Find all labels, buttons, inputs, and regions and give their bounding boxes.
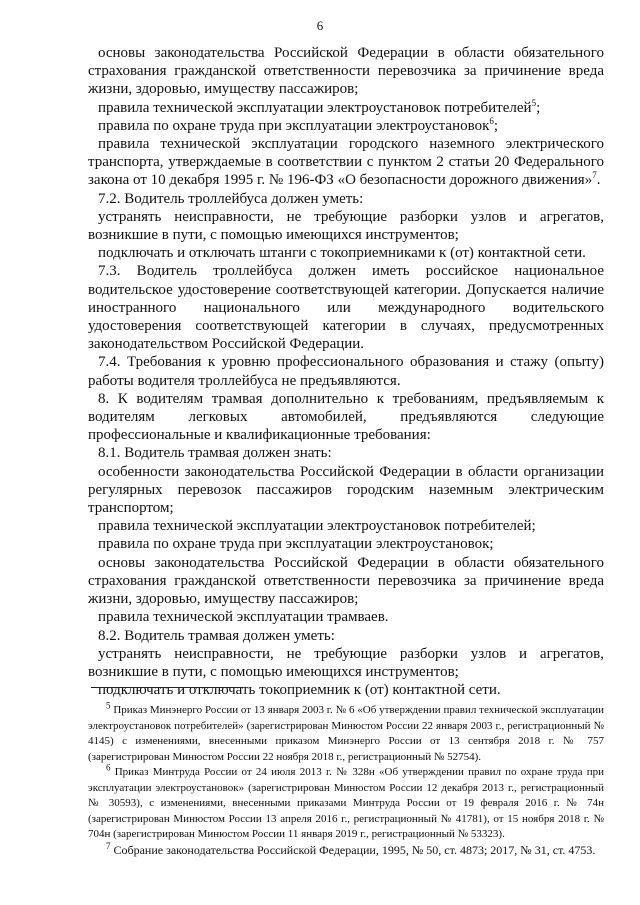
footnote: $^6$ Приказ Минтруда России от 24 июля 2013 г. № 328н «Об утверждении правил по охране труда при эксплуатации электроустановок» (зарегистрирован Минюстом России 12 декабря 2013 г., регистрационный № 30593), с изменениями, внесенными приказами Минтруда России от 19 февраля 2016 г. № 74н (зарегистрирован Минюстом России 13 апреля 2016 г., регистрационный № 41781), от 15 ноября 2018 г. № 704н (зарегистрирован Минюстом России 11 января 2019 г., регистрационный № 53323).: [88, 762, 604, 840]
paragraph: 7.2. Водитель троллейбуса должен уметь:: [98, 190, 364, 207]
footnote: $^5$ Приказ Минэнерго России от 13 января 2003 г. № 6 «Об утверждении правил технической эксплуатации электроустановок потребителей» (зарегистрирован Минюстом России 22 января 2003 г., регистрационный № 4145) с изменениями, внесенными приказом Минэнерго России от 13 сентября 2018 г. № 757 (зарегистрирован Минюстом России 22 ноября 2018 г., регистрационный № 52754).: [88, 700, 604, 763]
footnote-ref: 5: [531, 97, 537, 108]
footnote-number: 6: [106, 762, 111, 773]
footnote-ref: 7: [592, 170, 597, 181]
paragraph: 8.2. Водитель трамвая должен уметь:: [98, 627, 335, 644]
page-number: 6: [316, 18, 324, 33]
paragraph: правила по охране труда при эксплуатации электроустановок;: [98, 536, 494, 553]
paragraph: 7.3. Водитель троллейбуса должен иметь российское национальное водительское удостоверение соответствующей категории. Допускается наличие иностранного национального или международного водительского удостоверения соответствующей категории в случаях, предусмотренных законодательством Российской Федерации.: [88, 263, 604, 353]
paragraph: основы законодательства Российской Федерации в области обязательного страхования гражданской ответственности перевозчика за причинение вреда жизни, здоровью, имуществу пассажиров;: [88, 554, 604, 608]
footnote-ref: 6: [489, 115, 494, 126]
footnotes: [88, 700, 604, 858]
paragraph: устранять неисправности, не требующие разборки узлов и агрегатов, возникшие в пути, с помощью имеющихся инструментов;: [88, 645, 604, 680]
body-text: [88, 44, 604, 699]
footnote-number: 5: [106, 700, 111, 711]
footnote-number: 7: [106, 840, 111, 851]
paragraph: подключать и отключать токоприемник к (от) контактной сети.: [98, 682, 501, 699]
paragraph: 8.1. Водитель трамвая должен знать:: [98, 445, 332, 462]
paragraph: правила по охране труда при эксплуатации электроустановок$^6$;: [98, 115, 499, 134]
paragraph: правила технической эксплуатации электроустановок потребителей$^5$;: [98, 97, 541, 116]
paragraph: 7.4. Требования к уровню профессионального образования и стажу (опыту) работы водителя троллейбуса не предъявляются.: [88, 354, 604, 389]
paragraph: подключать и отключать штанги с токоприемниками к (от) контактной сети.: [98, 245, 586, 262]
paragraph: правила технической эксплуатации электроустановок потребителей;: [98, 518, 536, 535]
paragraph: правила технической эксплуатации трамваев.: [98, 609, 389, 626]
footnote: $^7$ Собрание законодательства Российской Федерации, 1995, № 50, ст. 4873; 2017, № 31, ст. 4753.: [106, 840, 596, 857]
paragraph: устранять неисправности, не требующие разборки узлов и агрегатов, возникшие в пути, с помощью имеющихся инструментов;: [88, 208, 604, 244]
paragraph: основы законодательства Российской Федерации в области обязательного страхования гражданской ответственности перевозчика за причинение вреда жизни, здоровью, имуществу пассажиров;: [88, 45, 604, 98]
paragraph: правила технической эксплуатации городского наземного электрического транспорта, утверждаемые в соответствии с пунктом 2 статьи 20 Федерального закона от 10 декабря 1995 г. № 196-ФЗ «О безопасности дорожного движения»$^7$.: [88, 136, 604, 189]
paragraph: особенности законодательства Российской Федерации в области организации регулярных перевозок пассажиров городским наземным электрическим транспортом;: [88, 463, 604, 517]
paragraph: 8. К водителям трамвая дополнительно к требованиям, предъявляемым к водителям легковых автомобилей, предъявляются следующие профессиональные и квалификационные требования:: [88, 390, 604, 444]
footnote-separator: [91, 687, 243, 688]
